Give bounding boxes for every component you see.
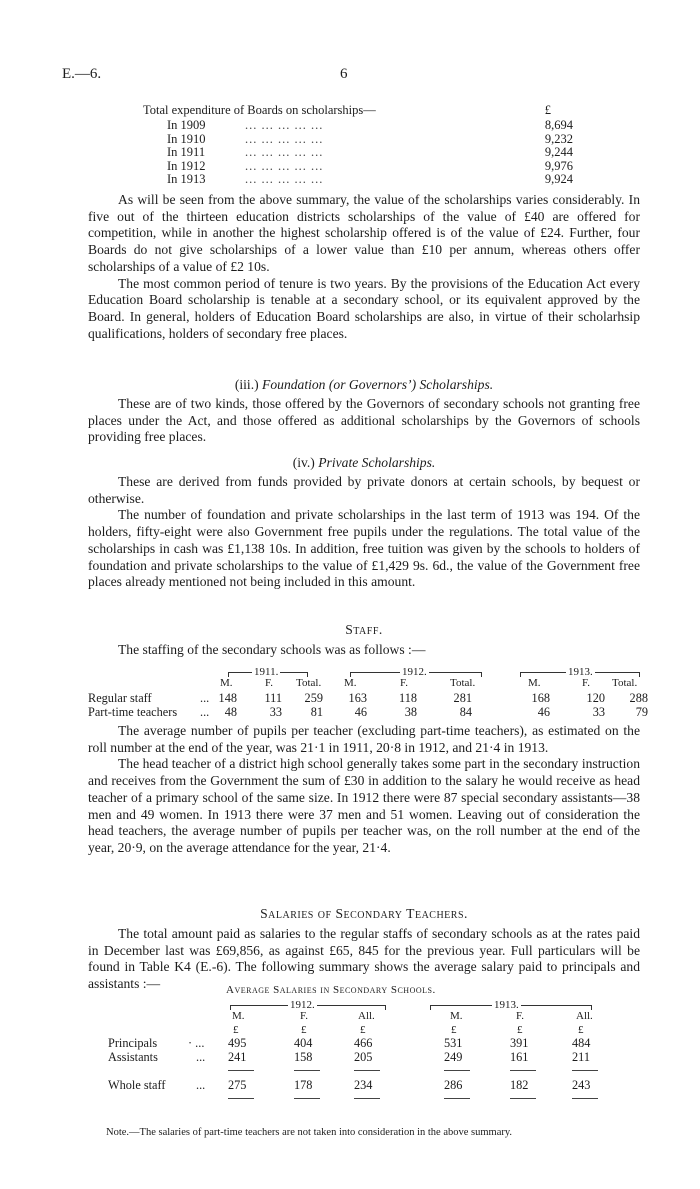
table-cell: 466	[354, 1036, 373, 1050]
table-cell: 38	[404, 705, 417, 719]
sum-rule	[510, 1070, 536, 1071]
staff-table	[88, 663, 648, 723]
document-reference: E.—6.	[62, 66, 102, 82]
sum-rule	[510, 1098, 536, 1099]
paragraph-foundation-count: The number of foundation and private scholarships in the last term of 1913 was 194. Of the holders, fifty-eight were also Government free pupils under the regulations. The total value of the scholarships in cash was £1,138 10s. In addition, free tuition was given by the schools to holders of foundation and private scholarships to the value of £1,429 9s. 6d., the value of the Government free places already mentioned not being included in this amount.	[88, 507, 640, 590]
sum-rule	[572, 1070, 598, 1071]
table-cell: 178	[294, 1078, 313, 1092]
paragraph-staff-intro: The staffing of the secondary schools was as follows :—	[118, 642, 426, 657]
col-header: F.	[300, 1010, 308, 1022]
body-text-block-3	[88, 474, 640, 591]
row-label: Part-time teachers	[88, 705, 178, 719]
col-header: Total.	[296, 677, 322, 689]
col-header: Total.	[450, 677, 476, 689]
table-cell: 404	[294, 1036, 313, 1050]
sum-rule	[444, 1070, 470, 1071]
sum-rule	[444, 1098, 470, 1099]
unit-label: £	[360, 1024, 366, 1036]
staff-year-1911: 1911.	[254, 666, 279, 678]
table-cell: 243	[572, 1078, 591, 1092]
table-cell: 286	[444, 1078, 463, 1092]
unit-label: £	[451, 1024, 457, 1036]
col-header: M.	[344, 677, 357, 689]
row-label: Regular staff	[88, 691, 152, 705]
col-header: M.	[220, 677, 233, 689]
staff-intro-block	[88, 642, 640, 659]
paragraph-head-teacher: The head teacher of a district high school generally takes some part in the secondary instruction and receives from the Government the sum of £30 in addition to the salary he would receive as head teacher of a primary school of the same size. In 1912 there were 87 special secondary assistants—38 men and 49 women. In 1913 there were 37 men and 51 women. Leaving out of consideration the head teachers, the average number of pupils per teacher was, on the roll number at the end of the year, 20·9, on the average attendance for the year, 21·4.	[88, 756, 640, 855]
col-header: M.	[232, 1010, 245, 1022]
sum-rule	[228, 1070, 254, 1071]
body-text-block-4	[88, 723, 640, 857]
table-cell: 48	[224, 705, 237, 719]
page-number: 6	[340, 66, 348, 82]
table-cell: 288	[629, 691, 648, 705]
salary-year-1912: 1912.	[290, 999, 315, 1011]
col-header: All.	[358, 1010, 375, 1022]
salary-table-title: Average Salaries in Secondary Schools.	[226, 984, 436, 996]
paragraph-pupils-per-teacher: The average number of pupils per teacher (excluding part-time teachers), as estimated on the roll number at the end of the year, was 21·1 in 1911, 20·8 in 1912, and 21·4 in 1913.	[88, 723, 640, 755]
table-cell: 182	[510, 1078, 529, 1092]
table-cell: 241	[228, 1050, 247, 1064]
table-cell: 234	[354, 1078, 373, 1092]
table-cell: 161	[510, 1050, 529, 1064]
table-cell: 120	[586, 691, 605, 705]
expenditure-row: In 1911 ... ... ... ... ... 9,244	[167, 145, 573, 159]
table-cell: 46	[537, 705, 550, 719]
expenditure-summary	[143, 103, 573, 186]
unit-label: £	[578, 1024, 584, 1036]
table-cell: 46	[354, 705, 367, 719]
expenditure-row: In 1909 ... ... ... ... ... 8,694	[167, 118, 573, 132]
paragraph-scholarship-values: As will be seen from the above summary, the value of the scholarships varies considerably. In five out of the thirteen education districts scholarships of the value of £40 are offered for competition, while in another the highest scholarship offered is of the value of £24. Further, four Boards do not give scholarships of a lower value than £10 per annum, whereas others offer scholarships of a value of £2 10s.	[88, 192, 640, 274]
row-leader: ...	[200, 705, 210, 719]
row-label: Principals	[108, 1036, 158, 1050]
table-cell: 148	[218, 691, 237, 705]
row-leader: ...	[196, 1050, 206, 1064]
table-cell: 205	[354, 1050, 373, 1064]
salary-table	[108, 985, 598, 1125]
table-cell: 33	[269, 705, 282, 719]
row-leader: ...	[196, 1078, 206, 1092]
staff-year-1913: 1913.	[568, 666, 593, 678]
heading-private-scholarships: (iv.) Private Scholarships.	[292, 455, 436, 470]
table-cell: 81	[310, 705, 323, 719]
sum-rule	[572, 1098, 598, 1099]
table-cell: 33	[592, 705, 605, 719]
expenditure-title: Total expenditure of Boards on scholarships—	[143, 103, 376, 117]
paragraph-private: These are derived from funds provided by private donors at certain schools, by bequest or otherwise.	[88, 474, 640, 506]
table-cell: 495	[228, 1036, 247, 1050]
row-leader: · ...	[188, 1036, 205, 1050]
expenditure-row: In 1912 ... ... ... ... ... 9,976	[167, 158, 573, 173]
col-header: All.	[576, 1010, 593, 1022]
col-header: Total.	[612, 677, 638, 689]
col-header: F.	[516, 1010, 524, 1022]
table-cell: 168	[531, 691, 550, 705]
expenditure-row: In 1913 ... ... ... ... ... 9,924	[167, 172, 573, 186]
row-label: Assistants	[108, 1050, 158, 1064]
col-header: M.	[528, 677, 541, 689]
table-cell: 249	[444, 1050, 463, 1064]
expenditure-unit: £	[544, 103, 551, 117]
sum-rule	[294, 1098, 320, 1099]
body-text-block-2	[88, 396, 640, 446]
table-cell: 391	[510, 1036, 529, 1050]
row-label: Whole staff	[108, 1078, 166, 1092]
body-text-block-1	[88, 192, 640, 342]
table-cell: 158	[294, 1050, 313, 1064]
sum-rule	[354, 1070, 380, 1071]
sum-rule	[228, 1098, 254, 1099]
table-cell: 531	[444, 1036, 463, 1050]
heading-staff: Staff.	[345, 622, 383, 637]
staff-year-1912: 1912.	[402, 666, 427, 678]
col-header: F.	[265, 677, 273, 689]
table-cell: 84	[459, 705, 472, 719]
expenditure-row: In 1910 ... ... ... ... ... 9,232	[167, 131, 573, 146]
table-cell: 275	[228, 1078, 247, 1092]
table-cell: 163	[348, 691, 367, 705]
col-header: F.	[400, 677, 408, 689]
table-cell: 111	[264, 691, 282, 705]
paragraph-foundation: These are of two kinds, those offered by the Governors of secondary schools not granting free places under the Act, and those offered as additional scholarships by the Governors of schools providing free places.	[88, 396, 640, 445]
footnote: Note.—The salaries of part-time teachers are not taken into consideration in the above summary.	[106, 1127, 513, 1138]
sum-rule	[354, 1098, 380, 1099]
sum-rule	[294, 1070, 320, 1071]
heading-foundation-scholarships: (iii.) Foundation (or Governors’) Scholarships.	[234, 377, 494, 392]
heading-salaries: Salaries of Secondary Teachers.	[260, 906, 468, 921]
col-header: M.	[450, 1010, 463, 1022]
paragraph-salaries: The total amount paid as salaries to the regular staffs of secondary schools as at the rates paid in December last was £69,856, as against £65, 845 for the previous year. Full particulars will be found in Table K4 (E.-6). The following summary shows the average salary paid to principals and assistants :—	[88, 926, 640, 992]
col-header: F.	[582, 677, 590, 689]
paragraph-tenure: The most common period of tenure is two years. By the provisions of the Education Act every Education Board scholarship is tenable at a secondary school, or its equivalent approved by the Board. In general, holders of Education Board scholarships are also, in virtue of their scholarhsip qualifications, holders of secondary free places.	[88, 275, 640, 341]
table-cell: 259	[304, 691, 323, 705]
unit-label: £	[517, 1024, 523, 1036]
table-cell: 79	[635, 705, 648, 719]
table-cell: 281	[453, 691, 472, 705]
body-text-block-5	[88, 926, 640, 993]
table-cell: 211	[572, 1050, 590, 1064]
table-cell: 484	[572, 1036, 591, 1050]
salary-year-1913: 1913.	[494, 999, 519, 1011]
unit-label: £	[233, 1024, 239, 1036]
unit-label: £	[301, 1024, 307, 1036]
table-cell: 118	[399, 691, 417, 705]
row-leader: ...	[200, 691, 210, 705]
